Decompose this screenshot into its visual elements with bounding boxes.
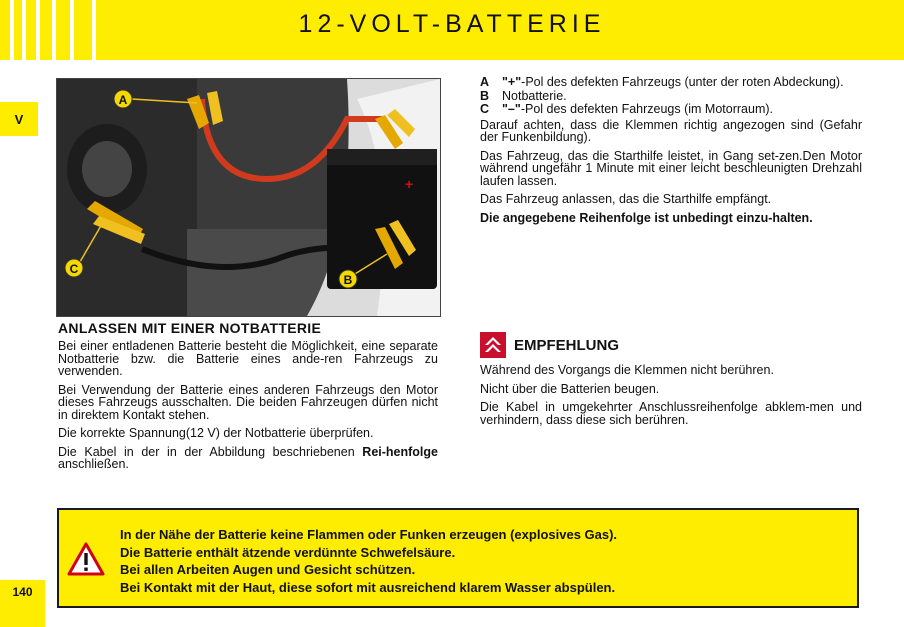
recommendation-paragraph: Die Kabel in umgekehrter Anschlussreihenfolge abklem-men und verhindern, dass diese sich berühren.	[480, 400, 862, 427]
page-title: 12-VOLT-BATTERIE	[298, 10, 606, 38]
legend-item	[480, 103, 862, 116]
callout-a: A	[118, 93, 128, 107]
recommendation-paragraph: Während des Vorgangs die Klemmen nicht berühren.	[480, 363, 774, 377]
section-body	[58, 340, 438, 477]
bold-run: Rei-henfolge	[362, 444, 438, 459]
recommendation-paragraph: Nicht über die Batterien beugen.	[480, 381, 660, 396]
legend-text: -Pol des defekten Fahrzeugs (im Motorraum).	[520, 102, 773, 116]
legend-value	[502, 76, 862, 89]
page-number: 140	[0, 580, 45, 627]
instruction-bold: Die angegebene Reihenfolge ist unbedingt einzu-halten.	[480, 210, 813, 225]
battery-plus-sign: +	[405, 176, 414, 192]
text-run: Die Kabel in der in der Abbildung beschriebenen	[58, 444, 363, 459]
legend-and-instructions	[480, 76, 862, 230]
legend-key: A	[480, 75, 490, 89]
recommendation-box	[480, 332, 862, 432]
warning-line: In der Nähe der Batterie keine Flammen oder Funken erzeugen (explosives Gas).	[120, 527, 618, 542]
header-bar	[0, 0, 904, 60]
warning-line: Die Batterie enthält ätzende verdünnte Schwefelsäure.	[120, 544, 456, 560]
jump-start-illustration	[56, 78, 441, 317]
legend-text: Notbatterie.	[502, 88, 567, 103]
legend-key: B	[480, 88, 490, 103]
section-paragraph: Die korrekte Spannung(12 V) der Notbatterie überprüfen.	[58, 426, 374, 440]
brand-chevron-icon	[480, 332, 506, 358]
section-heading: ANLASSEN MIT EINER NOTBATTERIE	[58, 320, 322, 336]
text-run: anschließen.	[58, 457, 129, 471]
warning-text	[120, 526, 617, 596]
legend-item	[480, 90, 862, 103]
warning-line: Bei allen Arbeiten Augen und Gesicht schützen.	[120, 562, 416, 577]
legend-value	[502, 103, 862, 116]
warning-box	[57, 508, 859, 608]
section-paragraph-last	[58, 446, 438, 471]
legend-bold: "–"	[502, 102, 521, 116]
callout-c: C	[69, 262, 79, 276]
recommendation-header	[480, 332, 862, 358]
warning-line: Bei Kontakt mit der Haut, diese sofort mit ausreichend klarem Wasser abspülen.	[120, 579, 616, 595]
chapter-tab[interactable]: V	[0, 102, 38, 136]
callout-b: B	[343, 273, 353, 287]
legend-text: -Pol des defekten Fahrzeugs (unter der roten Abdeckung).	[521, 75, 844, 89]
warning-triangle-icon	[67, 542, 105, 576]
recommendation-heading: EMPFEHLUNG	[514, 336, 619, 354]
legend-item	[480, 76, 862, 89]
legend-value	[502, 90, 862, 103]
section-paragraph: Bei Verwendung der Batterie eines anderen Fahrzeugs den Motor dieses Fahrzeugs ausschalten. Die beiden Fahrzeugen dürfen nicht in direktem Kontakt stehen.	[58, 382, 438, 422]
instruction-paragraph: Das Fahrzeug, das die Starthilfe leistet, in Gang set-zen.Den Motor während ungefähr 1 Minute mit einer leicht beschleunigten Drehzahl laufen lassen.	[480, 148, 862, 188]
instruction-paragraph: Darauf achten, dass die Klemmen richtig angezogen sind (Gefahr der Funkenbildung).	[480, 117, 862, 144]
legend-bold: "+"	[502, 75, 522, 89]
section-paragraph: Bei einer entladenen Batterie besteht die Möglichkeit, eine separate Notbatterie bzw. die Batterie eines ande-ren Fahrzeugs zu verwenden.	[58, 339, 438, 378]
instruction-paragraph: Das Fahrzeug anlassen, das die Starthilfe empfängt.	[480, 192, 772, 206]
legend-key: C	[480, 102, 490, 116]
